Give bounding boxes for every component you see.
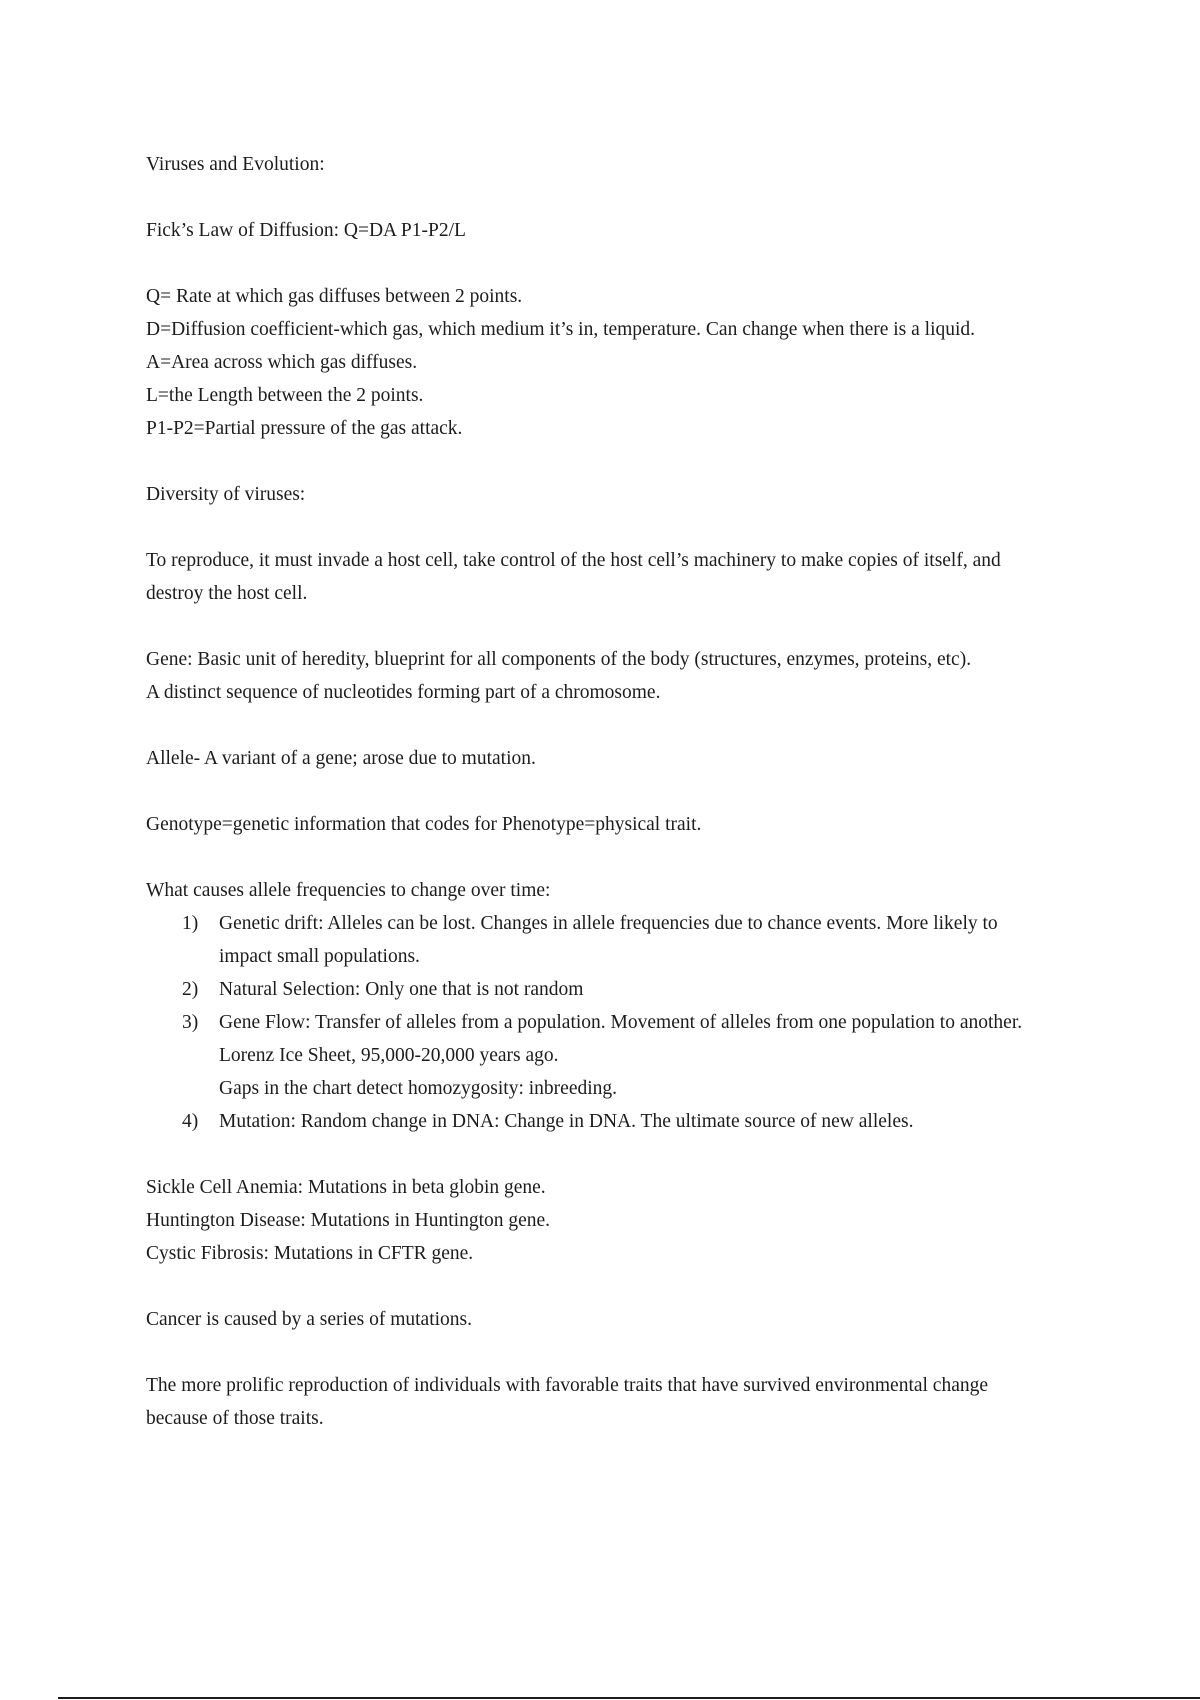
list-item	[146, 1006, 1106, 1105]
reproduce-paragraph-line: To reproduce, it must invade a host cell, take control of the host cell’s machinery to make copies of itself, and	[146, 550, 1001, 571]
list-number: 1)	[182, 913, 199, 934]
list-item	[146, 1105, 1106, 1138]
definition-line: D=Diffusion coefficient-which gas, which medium it’s in, temperature. Can change when there is a liquid.	[146, 319, 976, 340]
ficks-law-line: Fick’s Law of Diffusion: Q=DA P1-P2/L	[146, 220, 466, 241]
list-item-text: Natural Selection: Only one that is not random	[219, 979, 584, 1000]
document-title: Viruses and Evolution:	[146, 154, 325, 175]
causes-list	[146, 907, 1106, 1138]
disease-line: Cystic Fibrosis: Mutations in CFTR gene.	[146, 1243, 474, 1264]
document-body	[146, 148, 1106, 1435]
definition-line: A=Area across which gas diffuses.	[146, 352, 418, 373]
diversity-heading: Diversity of viruses:	[146, 484, 306, 505]
list-item-text: Mutation: Random change in DNA: Change in DNA. The ultimate source of new alleles.	[219, 1111, 914, 1132]
definition-line: Q= Rate at which gas diffuses between 2 points.	[146, 286, 523, 307]
gene-definition-line: A distinct sequence of nucleotides forming part of a chromosome.	[146, 682, 661, 703]
causes-heading: What causes allele frequencies to change over time:	[146, 880, 551, 901]
list-number: 4)	[182, 1111, 199, 1132]
list-item-text: Gene Flow: Transfer of alleles from a population. Movement of alleles from one population to another.	[219, 1012, 1023, 1033]
list-number: 2)	[182, 979, 199, 1000]
definition-line: P1-P2=Partial pressure of the gas attack.	[146, 418, 463, 439]
footer-divider	[58, 1697, 1200, 1699]
list-item-text: Genetic drift: Alleles can be lost. Changes in allele frequencies due to chance events. More likely to	[219, 913, 998, 934]
allele-definition: Allele- A variant of a gene; arose due to mutation.	[146, 748, 536, 769]
disease-line: Huntington Disease: Mutations in Huntington gene.	[146, 1210, 551, 1231]
natural-selection-definition-line: The more prolific reproduction of individuals with favorable traits that have survived environmental change	[146, 1375, 989, 1396]
definition-line: L=the Length between the 2 points.	[146, 385, 424, 406]
list-item-text: Gaps in the chart detect homozygosity: inbreeding.	[219, 1078, 618, 1099]
gene-definition-line: Gene: Basic unit of heredity, blueprint for all components of the body (structures, enzymes, proteins, etc).	[146, 649, 972, 670]
genotype-definition: Genotype=genetic information that codes for Phenotype=physical trait.	[146, 814, 702, 835]
list-item	[146, 907, 1106, 973]
list-item-text: Lorenz Ice Sheet, 95,000-20,000 years ago.	[219, 1045, 559, 1066]
disease-line: Sickle Cell Anemia: Mutations in beta globin gene.	[146, 1177, 546, 1198]
natural-selection-definition-line: because of those traits.	[146, 1408, 324, 1429]
list-item	[146, 973, 1106, 1006]
reproduce-paragraph-line: destroy the host cell.	[146, 583, 308, 604]
list-number: 3)	[182, 1012, 199, 1033]
cancer-line: Cancer is caused by a series of mutations.	[146, 1309, 472, 1330]
list-item-text: impact small populations.	[219, 946, 420, 967]
